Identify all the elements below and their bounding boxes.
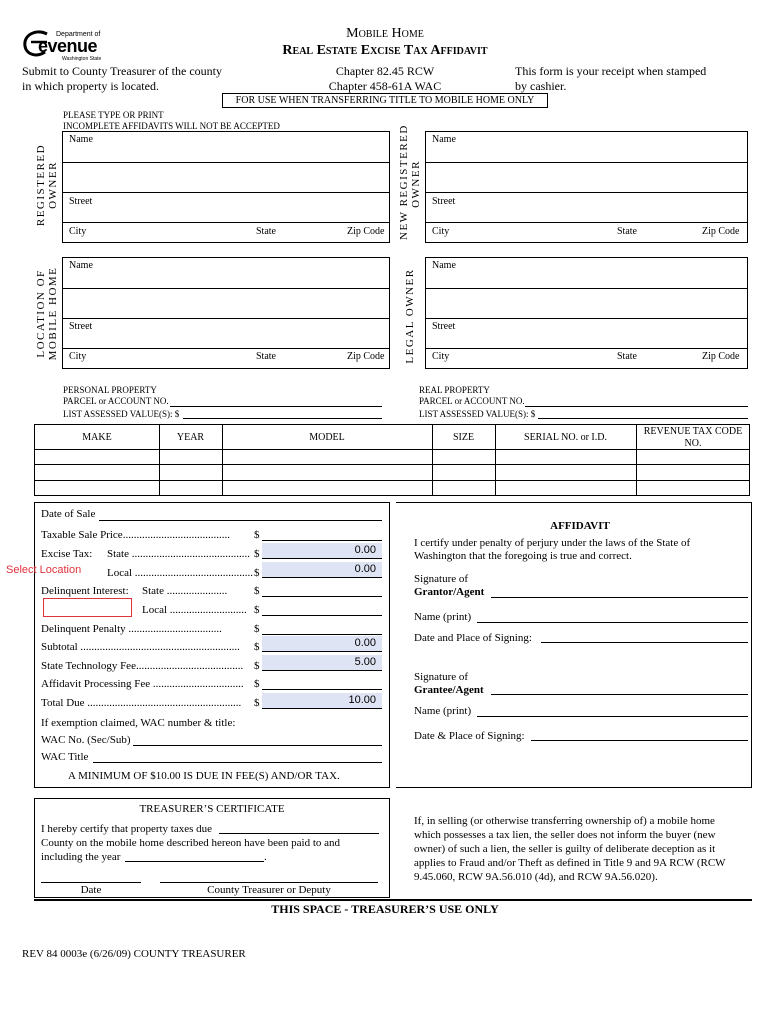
registered-owner-street-input[interactable] (64, 193, 389, 221)
table-row[interactable] (35, 450, 749, 464)
treasurer-date-label: Date (80, 884, 102, 896)
signature-of-label: Signature of (414, 573, 469, 585)
zip-label: Zip Code (347, 351, 385, 362)
city-label: City (69, 351, 87, 362)
state-label: State (617, 351, 637, 362)
street-label: Street (432, 321, 456, 332)
dollar-sign: $ (254, 678, 260, 690)
location-city-input[interactable] (64, 349, 389, 368)
treasurer-use-only: THIS SPACE - TREASURER’S USE ONLY (271, 902, 499, 916)
taxable-price-input[interactable] (262, 540, 382, 541)
transfer-note: FOR USE WHEN TRANSFERRING TITLE TO MOBILE HOME ONLY (222, 93, 548, 108)
registered-owner-name-input[interactable] (64, 132, 389, 162)
dollar-sign: $ (254, 604, 260, 616)
table-row[interactable] (35, 481, 749, 495)
footer-divider (34, 899, 752, 901)
personal-property-title: PERSONAL PROPERTY (63, 385, 157, 395)
lien-line4: applies to Fraud and/or Theft as defined in Title 9 and 9A RCW (RCW (414, 857, 726, 869)
excise-state-label: State ........................................... (107, 548, 250, 560)
new-owner-street-input[interactable] (427, 193, 747, 221)
exemption-label: If exemption claimed, WAC number & title: (41, 717, 236, 729)
processing-fee-label: Affidavit Processing Fee ................................. (41, 678, 244, 690)
excise-state-field[interactable]: 0.00 (262, 543, 382, 558)
tax-year-input[interactable] (125, 861, 264, 862)
tech-fee-label: State Technology Fee....................................... (41, 660, 244, 672)
delinquent-penalty-input[interactable] (262, 634, 382, 635)
legal-owner-name-input[interactable] (427, 258, 747, 288)
new-owner-name-input[interactable] (427, 132, 747, 162)
street-label: Street (432, 196, 456, 207)
receipt-line1: This form is your receipt when stamped (515, 64, 707, 78)
dollar-sign: $ (254, 567, 260, 579)
excise-local-field[interactable]: 0.00 (262, 562, 382, 577)
name-label: Name (69, 134, 93, 145)
city-label: City (432, 226, 450, 237)
registered-owner-box (62, 131, 390, 243)
grantor-name-label: Name (print) (414, 611, 472, 623)
grantor-name-input[interactable] (477, 622, 748, 623)
delinquent-state-input[interactable] (262, 596, 382, 597)
col-year: YEAR (176, 432, 205, 443)
lien-line2: which possesses a tax lien, the seller does not inform the buyer (new (414, 829, 716, 841)
personal-assessed-input[interactable] (183, 418, 382, 419)
real-property-title: REAL PROPERTY (419, 385, 490, 395)
real-assessed-input[interactable] (538, 418, 748, 419)
subtotal-field[interactable]: 0.00 (262, 636, 382, 651)
state-label: State (256, 351, 276, 362)
dollar-sign: $ (254, 697, 260, 709)
registered-owner-label: REGISTERED OWNER (35, 143, 59, 227)
treasurer-signature-input[interactable] (160, 882, 378, 883)
delinquent-local-label: Local ............................ (142, 604, 247, 616)
dollar-sign: $ (254, 623, 260, 635)
zip-label: Zip Code (702, 226, 740, 237)
wac-title-input[interactable] (93, 762, 382, 763)
select-location-label: Select Location (6, 564, 82, 576)
submit-line1: Submit to County Treasurer of the county (22, 64, 222, 78)
processing-fee-input[interactable] (262, 689, 382, 690)
real-parcel-input[interactable] (525, 406, 748, 407)
new-registered-owner-box (425, 131, 748, 243)
grantee-name-label: Name (print) (414, 705, 472, 717)
minimum-note: A MINIMUM OF $10.00 IS DUE IN FEE(S) AND/OR TAX. (68, 770, 340, 782)
location-label: LOCATION OF MOBILE HOME (35, 266, 59, 361)
dollar-sign: $ (254, 660, 260, 672)
col-revenue-tax-code: REVENUE TAX CODE NO. (643, 426, 743, 449)
wac-title-label: WAC Title (41, 751, 89, 763)
dollar-sign: $ (254, 548, 260, 560)
treasurer-date-input[interactable] (41, 882, 141, 883)
treasurer-line2: County on the mobile home described hereon have been paid to and (41, 837, 341, 849)
legal-owner-city-input[interactable] (427, 349, 747, 368)
submit-line2: in which property is located. (22, 79, 159, 93)
subtotal-label: Subtotal .......................................................... (41, 641, 240, 653)
mobile-home-table (34, 424, 750, 496)
new-owner-city-input[interactable] (427, 223, 747, 242)
form-id: REV 84 0003e (6/26/09) COUNTY TREASURER (22, 948, 246, 960)
zip-label: Zip Code (702, 351, 740, 362)
treasurer-line3: including the year (41, 851, 121, 863)
legal-owner-label: LEGAL OWNER (404, 268, 416, 364)
taxable-price-label: Taxable Sale Price....................................... (41, 529, 230, 541)
grantee-date-place-input[interactable] (531, 740, 748, 741)
tech-fee-field[interactable]: 5.00 (262, 655, 382, 670)
treasurer-line1: I hereby certify that property taxes due (41, 823, 213, 835)
dollar-sign: $ (254, 529, 260, 541)
city-label: City (432, 351, 450, 362)
col-serial: SERIAL NO. or I.D. (524, 432, 607, 443)
grantee-signature-input[interactable] (491, 694, 748, 695)
name-label: Name (432, 260, 456, 271)
chapter-rcw: Chapter 82.45 RCW (335, 64, 435, 78)
name-label: Name (69, 260, 93, 271)
logo-state: Washington State (62, 56, 102, 62)
affidavit-certify2: Washington that the foregoing is true and correct. (414, 550, 632, 562)
delinquent-state-label: State ...................... (142, 585, 228, 597)
registered-owner-city-input[interactable] (64, 223, 389, 242)
location-street-input[interactable] (64, 319, 389, 347)
excise-tax-label: Excise Tax: (41, 548, 93, 560)
grantee-label: Grantee/Agent (414, 684, 484, 696)
real-assessed-label: LIST ASSESSED VALUE(S): $ (419, 409, 536, 419)
wac-no-input[interactable] (133, 745, 382, 746)
delinquent-penalty-label: Delinquent Penalty .................................. (41, 623, 222, 635)
grantor-signature-input[interactable] (491, 597, 748, 598)
total-due-label: Total Due ........................................................ (41, 697, 242, 709)
form-title-line1: Mobile Home (346, 26, 424, 41)
grantor-label: Grantor/Agent (414, 586, 485, 598)
personal-parcel-input[interactable] (170, 406, 382, 407)
delinquent-interest-label: Delinquent Interest: (41, 585, 129, 597)
new-registered-owner-label: NEW REGISTERED OWNER (398, 124, 422, 240)
legal-owner-box (425, 257, 748, 369)
grantor-date-place-input[interactable] (541, 642, 748, 643)
grantee-date-place-label: Date & Place of Signing: (414, 730, 525, 742)
total-due-field[interactable]: 10.00 (262, 693, 382, 708)
affidavit-certify1: I certify under penalty of perjury under the laws of the State of (414, 537, 691, 549)
dollar-sign: $ (254, 585, 260, 597)
dollar-sign: $ (254, 641, 260, 653)
type-note: PLEASE TYPE OR PRINT (63, 110, 164, 120)
location-name-input[interactable] (64, 258, 389, 288)
street-label: Street (69, 196, 93, 207)
location-box (62, 257, 390, 369)
personal-assessed-label: LIST ASSESSED VALUE(S): $ (63, 409, 180, 419)
zip-label: Zip Code (347, 226, 385, 237)
logo-dept: Department of (56, 31, 101, 38)
form-title-line2: Real Estate Excise Tax Affidavit (282, 43, 488, 58)
treasurer-cert-title: TREASURER’S CERTIFICATE (139, 803, 285, 815)
chapter-wac: Chapter 458-61A WAC (328, 79, 442, 93)
delinquent-local-input[interactable] (262, 615, 382, 616)
personal-parcel-label: PARCEL or ACCOUNT NO. (63, 396, 169, 406)
street-label: Street (69, 321, 93, 332)
select-location-dropdown[interactable] (43, 598, 132, 617)
lien-line5: 9.45.060, RCW 9A.56.010 (4d), and RCW 9A.56.020). (414, 871, 658, 883)
logo-name: evenue (38, 36, 98, 56)
col-make: MAKE (82, 432, 112, 443)
county-treasurer-label: County Treasurer or Deputy (207, 884, 331, 896)
legal-owner-street-input[interactable] (427, 319, 747, 347)
state-label: State (256, 226, 276, 237)
signature-of-label-2: Signature of (414, 671, 469, 683)
city-label: City (69, 226, 87, 237)
grantee-name-input[interactable] (477, 716, 748, 717)
tax-due-county-input[interactable] (219, 833, 379, 834)
receipt-line2: by cashier. (515, 79, 567, 93)
col-size: SIZE (452, 432, 475, 443)
date-of-sale-label: Date of Sale (41, 508, 96, 520)
wac-no-label: WAC No. (Sec/Sub) (41, 734, 131, 746)
affidavit-title: AFFIDAVIT (550, 520, 610, 532)
grantor-date-place-label: Date and Place of Signing: (414, 632, 532, 644)
lien-line1: If, in selling (or otherwise transferring ownership of) a mobile home (414, 815, 715, 827)
name-label: Name (432, 134, 456, 145)
date-of-sale-input[interactable] (99, 520, 382, 521)
lien-line3: owner) of such a lien, the seller is guilty of deliberate deception as it (414, 843, 716, 855)
col-model: MODEL (309, 432, 345, 443)
table-row[interactable] (35, 465, 749, 479)
excise-local-label: Local ........................................... (107, 567, 254, 579)
state-label: State (617, 226, 637, 237)
incomplete-note: INCOMPLETE AFFIDAVITS WILL NOT BE ACCEPTED (63, 121, 280, 131)
real-parcel-label: PARCEL or ACCOUNT NO. (419, 396, 525, 406)
